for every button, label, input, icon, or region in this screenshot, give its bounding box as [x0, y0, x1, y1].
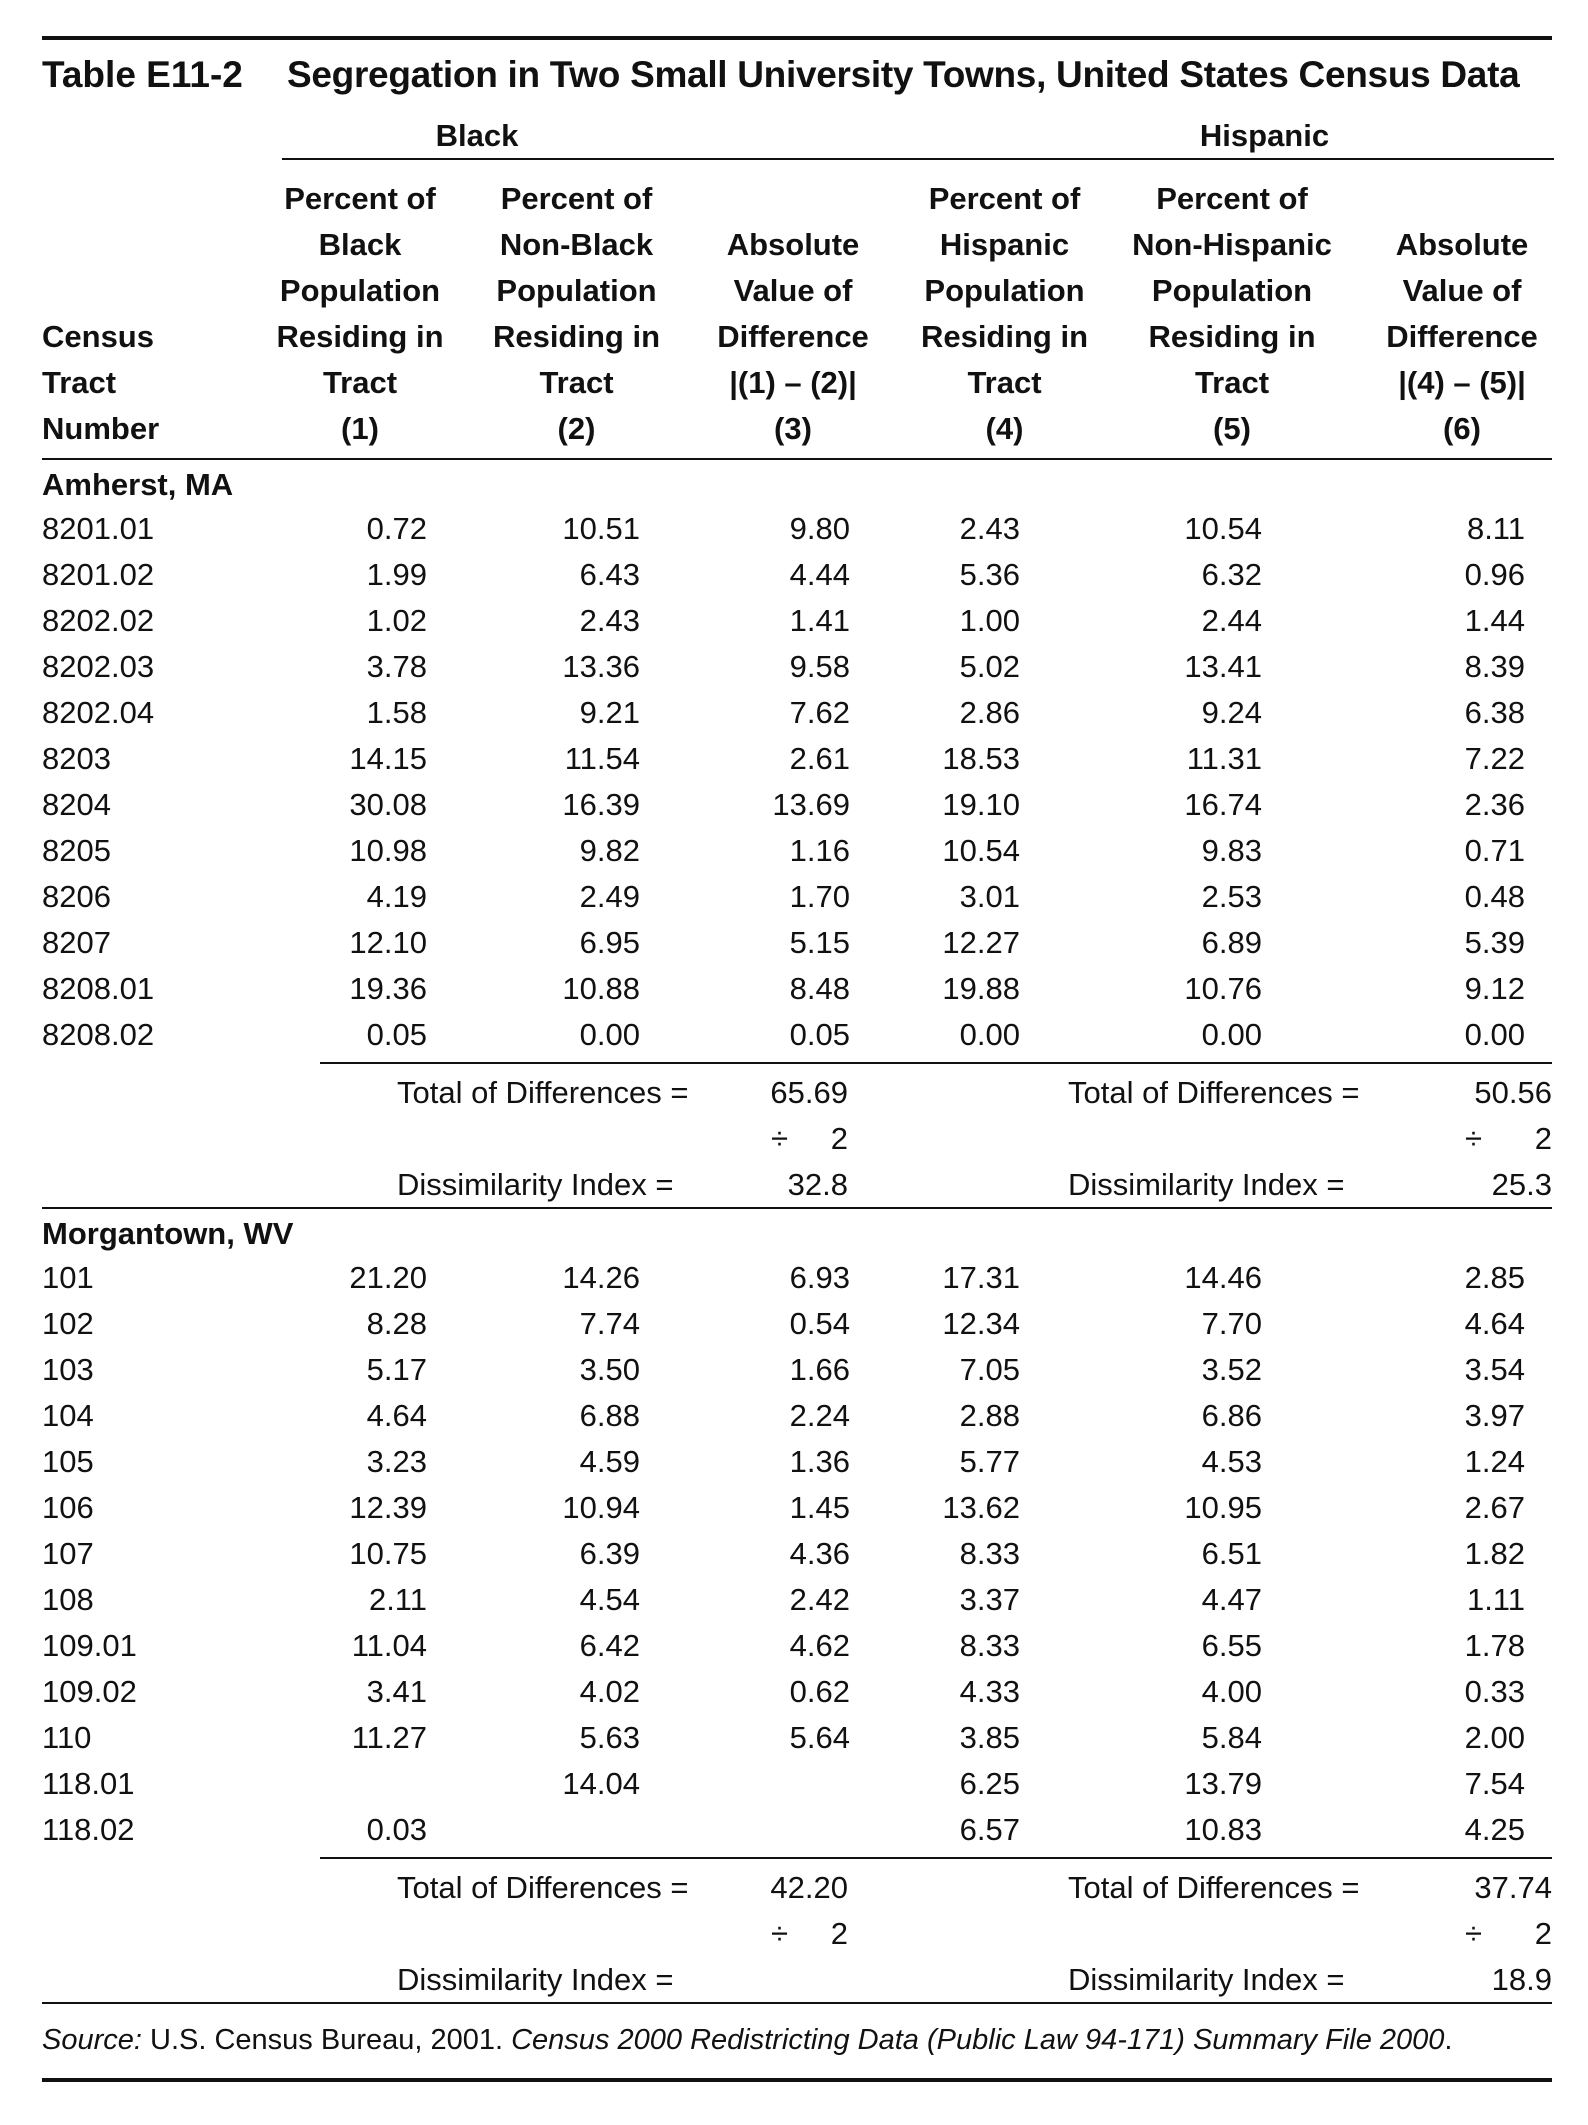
source-title: Census 2000 Redistricting Data (Public Law 94-171) Summary File 2000: [511, 2024, 1445, 2056]
hispanic-divisor: 2: [1534, 1916, 1552, 1951]
value-cell-col3: 4.44: [789, 557, 850, 592]
group-rule-black: [282, 158, 920, 160]
value-cell-col3: 1.45: [789, 1490, 850, 1525]
tract-number-cell: 8204: [42, 787, 111, 822]
value-cell-col5: 9.83: [1201, 833, 1262, 868]
value-cell-col1: 0.05: [366, 1017, 427, 1052]
value-cell-col4: 12.27: [942, 925, 1020, 960]
value-cell-col2: 4.54: [579, 1582, 640, 1617]
value-cell-col3: 1.41: [789, 603, 850, 638]
tract-number-cell: 101: [42, 1260, 94, 1295]
value-cell-col3: 0.05: [789, 1017, 850, 1052]
table-row: [42, 644, 1552, 690]
value-cell-col4: 0.00: [959, 1017, 1020, 1052]
black-divisor: 2: [830, 1916, 848, 1951]
table-row: [42, 874, 1552, 920]
col-header-3: Absolute Value of Difference |(1) – (2)| (3): [717, 227, 869, 446]
table-row: [42, 1301, 1552, 1347]
value-cell-col2: [427, 1807, 640, 1853]
value-cell-col6: 2.85: [1464, 1260, 1525, 1295]
table-title: Segregation in Two Small University Towns, United States Census Data: [287, 54, 1520, 95]
tract-number-cell: 104: [42, 1398, 94, 1433]
table-row: [42, 1255, 1552, 1301]
value-cell-col4: 4.33: [959, 1674, 1020, 1709]
value-cell-col5: 10.95: [1184, 1490, 1262, 1525]
value-cell-col4: 2.43: [959, 511, 1020, 546]
value-cell-col4: 19.88: [942, 971, 1020, 1006]
value-cell-col1: 3.41: [366, 1674, 427, 1709]
table-row: [42, 506, 1552, 552]
value-cell-col5: 16.74: [1184, 787, 1262, 822]
value-cell-col5: 5.84: [1201, 1720, 1262, 1755]
section-totals: [42, 1853, 1552, 2002]
totals-rule: [320, 1062, 1552, 1064]
col-header-6: Absolute Value of Difference |(4) – (5)| (6): [1386, 227, 1538, 446]
black-divide-symbol: ÷: [770, 1916, 788, 1951]
value-cell-col2: 5.63: [579, 1720, 640, 1755]
section-rows: [42, 506, 1552, 1058]
value-cell-col2: 4.59: [579, 1444, 640, 1479]
col-header-4: Percent of Hispanic Population Residing in Tract (4): [920, 181, 1089, 446]
value-cell-col1: 1.99: [366, 557, 427, 592]
value-cell-col3: 0.54: [789, 1306, 850, 1341]
table-row: [42, 920, 1552, 966]
table-row: [42, 1807, 1552, 1853]
value-cell-col2: 6.95: [579, 925, 640, 960]
value-cell-col4: 7.05: [959, 1352, 1020, 1387]
value-cell-col6: 1.11: [1466, 1582, 1525, 1617]
value-cell-col5: 6.86: [1201, 1398, 1262, 1433]
value-cell-col5: 9.24: [1201, 695, 1262, 730]
value-cell-col1: 3.78: [366, 649, 427, 684]
value-cell-col2: 6.43: [579, 557, 640, 592]
section-morgantown: [42, 1209, 1552, 2002]
value-cell-col2: 9.82: [579, 833, 640, 868]
value-cell-col3: 4.62: [789, 1628, 850, 1663]
value-cell-col1: 4.19: [366, 879, 427, 914]
value-cell-col5: 4.53: [1201, 1444, 1262, 1479]
value-cell-col3: 7.62: [789, 695, 850, 730]
tract-number-cell: 108: [42, 1582, 94, 1617]
value-cell-col4: 8.33: [959, 1628, 1020, 1663]
value-cell-col4: 6.25: [959, 1766, 1020, 1801]
value-cell-col5: 6.51: [1201, 1536, 1262, 1571]
hispanic-total-label: Total of Differences =: [1068, 1870, 1360, 1905]
value-cell-col4: 17.31: [942, 1260, 1020, 1295]
hispanic-index-value: 25.3: [1491, 1167, 1552, 1202]
value-cell-col3: 0.62: [789, 1674, 850, 1709]
black-index-value: 32.8: [787, 1167, 848, 1202]
value-cell-col6: 4.64: [1464, 1306, 1525, 1341]
value-cell-col4: 10.54: [942, 833, 1020, 868]
value-cell-col3: 2.61: [789, 741, 850, 776]
value-cell-col5: 14.46: [1184, 1260, 1262, 1295]
section-title: Amherst, MA: [42, 467, 234, 502]
table-row: [42, 1347, 1552, 1393]
value-cell-col5: 3.52: [1201, 1352, 1262, 1387]
value-cell-col6: 2.67: [1464, 1490, 1525, 1525]
tract-number-cell: 105: [42, 1444, 94, 1479]
tract-number-cell: 8205: [42, 833, 111, 868]
value-cell-col4: 2.86: [959, 695, 1020, 730]
value-cell-col1: [262, 1761, 427, 1807]
value-cell-col2: 2.43: [579, 603, 640, 638]
value-cell-col1: 0.72: [366, 511, 427, 546]
bottom-rule: [42, 2078, 1552, 2082]
value-cell-col3: 2.42: [789, 1582, 850, 1617]
value-cell-col6: 9.12: [1464, 971, 1525, 1006]
section-rows: [42, 1255, 1552, 1853]
value-cell-col2: 2.49: [579, 879, 640, 914]
value-cell-col2: 6.88: [579, 1398, 640, 1433]
hispanic-divide-symbol: ÷: [1464, 1916, 1482, 1951]
value-cell-col5: 10.54: [1184, 511, 1262, 546]
col-header-2: Percent of Non-Black Population Residing in Tract (2): [492, 181, 661, 446]
value-cell-col2: 7.74: [579, 1306, 640, 1341]
tract-number-cell: 8208.01: [42, 971, 155, 1006]
value-cell-col2: 14.26: [562, 1260, 640, 1295]
table-row: [42, 1761, 1552, 1807]
table-row: [42, 690, 1552, 736]
value-cell-col1: 8.28: [366, 1306, 427, 1341]
value-cell-col6: 8.11: [1466, 511, 1525, 546]
black-total-value: 65.69: [770, 1075, 848, 1110]
value-cell-col1: 1.58: [366, 695, 427, 730]
value-cell-col5: 0.00: [1201, 1017, 1262, 1052]
table-number: Table E11-2: [42, 54, 243, 95]
value-cell-col4: 3.85: [959, 1720, 1020, 1755]
black-divisor: 2: [830, 1121, 848, 1156]
value-cell-col2: 9.21: [579, 695, 640, 730]
source-text: U.S. Census Bureau, 2001.: [141, 2024, 512, 2056]
value-cell-col6: 5.39: [1464, 925, 1525, 960]
value-cell-col4: 5.36: [959, 557, 1020, 592]
value-cell-col5: 6.55: [1201, 1628, 1262, 1663]
black-total-label: Total of Differences =: [397, 1075, 689, 1110]
value-cell-col3: 5.64: [789, 1720, 850, 1755]
value-cell-col1: 30.08: [349, 787, 427, 822]
table-row: [42, 782, 1552, 828]
hispanic-divisor: 2: [1534, 1121, 1552, 1156]
value-cell-col1: 3.23: [366, 1444, 427, 1479]
value-cell-col5: 6.89: [1201, 925, 1262, 960]
value-cell-col4: 19.10: [942, 787, 1020, 822]
tract-number-cell: 8202.02: [42, 603, 155, 638]
table-row: [42, 1531, 1552, 1577]
tract-number-cell: 8206: [42, 879, 111, 914]
tract-number-cell: 106: [42, 1490, 94, 1525]
value-cell-col5: 4.00: [1201, 1674, 1262, 1709]
value-cell-col5: 4.47: [1201, 1582, 1262, 1617]
hispanic-total-label: Total of Differences =: [1068, 1075, 1360, 1110]
source-label: Source:: [42, 2024, 142, 2056]
value-cell-col1: 11.04: [351, 1628, 427, 1663]
value-cell-col6: 1.44: [1464, 603, 1525, 638]
value-cell-col2: 0.00: [579, 1017, 640, 1052]
value-cell-col2: 10.88: [562, 971, 640, 1006]
value-cell-col2: 16.39: [562, 787, 640, 822]
value-cell-col2: 3.50: [579, 1352, 640, 1387]
value-cell-col3: 5.15: [789, 925, 850, 960]
value-cell-col5: 6.32: [1201, 557, 1262, 592]
value-cell-col3: 2.24: [789, 1398, 850, 1433]
value-cell-col6: 3.54: [1464, 1352, 1525, 1387]
value-cell-col1: 1.02: [366, 603, 427, 638]
value-cell-col5: 13.41: [1184, 649, 1262, 684]
value-cell-col3: 13.69: [772, 787, 850, 822]
tract-number-cell: 110: [42, 1720, 92, 1755]
value-cell-col6: 1.78: [1464, 1628, 1525, 1663]
group-rule-hispanic: [912, 158, 1554, 160]
tract-number-cell: 8202.04: [42, 695, 155, 730]
table-row: [42, 1439, 1552, 1485]
value-cell-col1: 2.11: [368, 1582, 427, 1617]
value-cell-col3: [640, 1761, 850, 1807]
tract-number-cell: 118.01: [42, 1766, 135, 1801]
value-cell-col4: 18.53: [942, 741, 1020, 776]
hispanic-total-value: 50.56: [1474, 1075, 1552, 1110]
tract-number-cell: 103: [42, 1352, 94, 1387]
value-cell-col3: 4.36: [789, 1536, 850, 1571]
group-header-row: [42, 110, 1552, 162]
hispanic-divide-symbol: ÷: [1464, 1121, 1482, 1156]
section-title: Morgantown, WV: [42, 1216, 294, 1251]
value-cell-col3: 6.93: [789, 1260, 850, 1295]
col-header-tract: Census Tract Number: [42, 319, 160, 446]
value-cell-col2: 11.54: [564, 741, 640, 776]
value-cell-col3: 9.58: [789, 649, 850, 684]
value-cell-col4: 5.77: [959, 1444, 1020, 1479]
group-label-hispanic: Hispanic: [1199, 118, 1330, 153]
value-cell-col1: 10.75: [349, 1536, 427, 1571]
value-cell-col2: 10.51: [562, 511, 640, 546]
value-cell-col5: 7.70: [1201, 1306, 1262, 1341]
section-totals: [42, 1058, 1552, 1207]
value-cell-col5: 10.76: [1184, 971, 1262, 1006]
table-row: [42, 1577, 1552, 1623]
value-cell-col1: 12.10: [349, 925, 427, 960]
value-cell-col4: 6.57: [959, 1812, 1020, 1847]
value-cell-col2: 6.42: [579, 1628, 640, 1663]
value-cell-col2: 6.39: [579, 1536, 640, 1571]
totals-rule: [320, 1857, 1552, 1859]
hispanic-index-label: Dissimilarity Index =: [1068, 1167, 1345, 1202]
black-index-label: Dissimilarity Index =: [397, 1962, 674, 1997]
value-cell-col2: 4.02: [579, 1674, 640, 1709]
tract-number-cell: 109.02: [42, 1674, 137, 1709]
value-cell-col2: 14.04: [562, 1766, 640, 1801]
value-cell-col1: 4.64: [366, 1398, 427, 1433]
hispanic-index-value: 18.9: [1491, 1962, 1552, 1997]
table-row: [42, 1393, 1552, 1439]
tract-number-cell: 8203: [42, 741, 111, 776]
black-divide-symbol: ÷: [770, 1121, 788, 1156]
table-row: [42, 966, 1552, 1012]
black-index-label: Dissimilarity Index =: [397, 1167, 674, 1202]
tract-number-cell: 8202.03: [42, 649, 155, 684]
value-cell-col1: 10.98: [349, 833, 427, 868]
black-total-value: 42.20: [770, 1870, 848, 1905]
tract-number-cell: 102: [42, 1306, 94, 1341]
value-cell-col6: 7.22: [1464, 741, 1525, 776]
value-cell-col3: 9.80: [789, 511, 850, 546]
value-cell-col1: 12.39: [349, 1490, 427, 1525]
value-cell-col6: 1.82: [1464, 1536, 1525, 1571]
value-cell-col1: 5.17: [366, 1352, 427, 1387]
table-row: [42, 1012, 1552, 1058]
value-cell-col3: [640, 1807, 850, 1853]
value-cell-col3: 1.70: [789, 879, 850, 914]
value-cell-col3: 8.48: [789, 971, 850, 1006]
value-cell-col6: 0.71: [1464, 833, 1525, 868]
value-cell-col4: 12.34: [942, 1306, 1020, 1341]
value-cell-col6: 2.36: [1464, 787, 1525, 822]
table-row: [42, 1715, 1552, 1761]
value-cell-col4: 8.33: [959, 1536, 1020, 1571]
tract-number-cell: 8207: [42, 925, 111, 960]
value-cell-col5: 2.53: [1201, 879, 1262, 914]
value-cell-col4: 13.62: [942, 1490, 1020, 1525]
black-total-label: Total of Differences =: [397, 1870, 689, 1905]
value-cell-col4: 5.02: [959, 649, 1020, 684]
value-cell-col4: 1.00: [959, 603, 1020, 638]
table-row: [42, 1485, 1552, 1531]
tract-number-cell: 107: [42, 1536, 94, 1571]
value-cell-col1: 21.20: [349, 1260, 427, 1295]
col-header-1: Percent of Black Population Residing in Tract (1): [276, 181, 444, 446]
value-cell-col3: 1.16: [789, 833, 850, 868]
group-label-black: Black: [435, 118, 519, 153]
value-cell-col6: 2.00: [1464, 1720, 1525, 1755]
value-cell-col5: 2.44: [1201, 603, 1262, 638]
value-cell-col1: 19.36: [349, 971, 427, 1006]
col-header-5: Percent of Non-Hispanic Population Residing in Tract (5): [1132, 181, 1332, 446]
table-title-row: [42, 40, 1552, 110]
value-cell-col6: 1.24: [1464, 1444, 1525, 1479]
table-row: [42, 736, 1552, 782]
value-cell-col5: 10.83: [1184, 1812, 1262, 1847]
table-row: [42, 1669, 1552, 1715]
value-cell-col5: 11.31: [1186, 741, 1262, 776]
value-cell-col4: 3.37: [959, 1582, 1020, 1617]
value-cell-col6: 0.33: [1464, 1674, 1525, 1709]
table-row: [42, 552, 1552, 598]
value-cell-col6: 6.38: [1464, 695, 1525, 730]
source-end: .: [1444, 2024, 1453, 2056]
table-page: [42, 36, 1552, 2082]
value-cell-col1: 11.27: [351, 1720, 427, 1755]
table-row: [42, 828, 1552, 874]
source-note: [42, 2004, 1552, 2078]
tract-number-cell: 118.02: [42, 1812, 135, 1847]
value-cell-col2: 13.36: [562, 649, 640, 684]
table-row: [42, 1623, 1552, 1669]
tract-number-cell: 8201.01: [42, 511, 155, 546]
column-header-row: [42, 162, 1552, 458]
value-cell-col6: 7.54: [1464, 1766, 1525, 1801]
value-cell-col2: 10.94: [562, 1490, 640, 1525]
value-cell-col4: 3.01: [959, 879, 1020, 914]
section-amherst: [42, 460, 1552, 1207]
value-cell-col6: 0.00: [1464, 1017, 1525, 1052]
value-cell-col6: 0.96: [1464, 557, 1525, 592]
value-cell-col5: 13.79: [1184, 1766, 1262, 1801]
value-cell-col6: 8.39: [1464, 649, 1525, 684]
value-cell-col1: 0.03: [366, 1812, 427, 1847]
tract-number-cell: 8208.02: [42, 1017, 155, 1052]
value-cell-col1: 14.15: [349, 741, 427, 776]
table-row: [42, 598, 1552, 644]
hispanic-index-label: Dissimilarity Index =: [1068, 1962, 1345, 1997]
value-cell-col6: 3.97: [1464, 1398, 1525, 1433]
value-cell-col6: 4.25: [1464, 1812, 1525, 1847]
hispanic-total-value: 37.74: [1474, 1870, 1552, 1905]
value-cell-col6: 0.48: [1464, 879, 1525, 914]
value-cell-col4: 2.88: [959, 1398, 1020, 1433]
value-cell-col3: 1.66: [789, 1352, 850, 1387]
tract-number-cell: 109.01: [42, 1628, 137, 1663]
value-cell-col3: 1.36: [789, 1444, 850, 1479]
tract-number-cell: 8201.02: [42, 557, 155, 592]
